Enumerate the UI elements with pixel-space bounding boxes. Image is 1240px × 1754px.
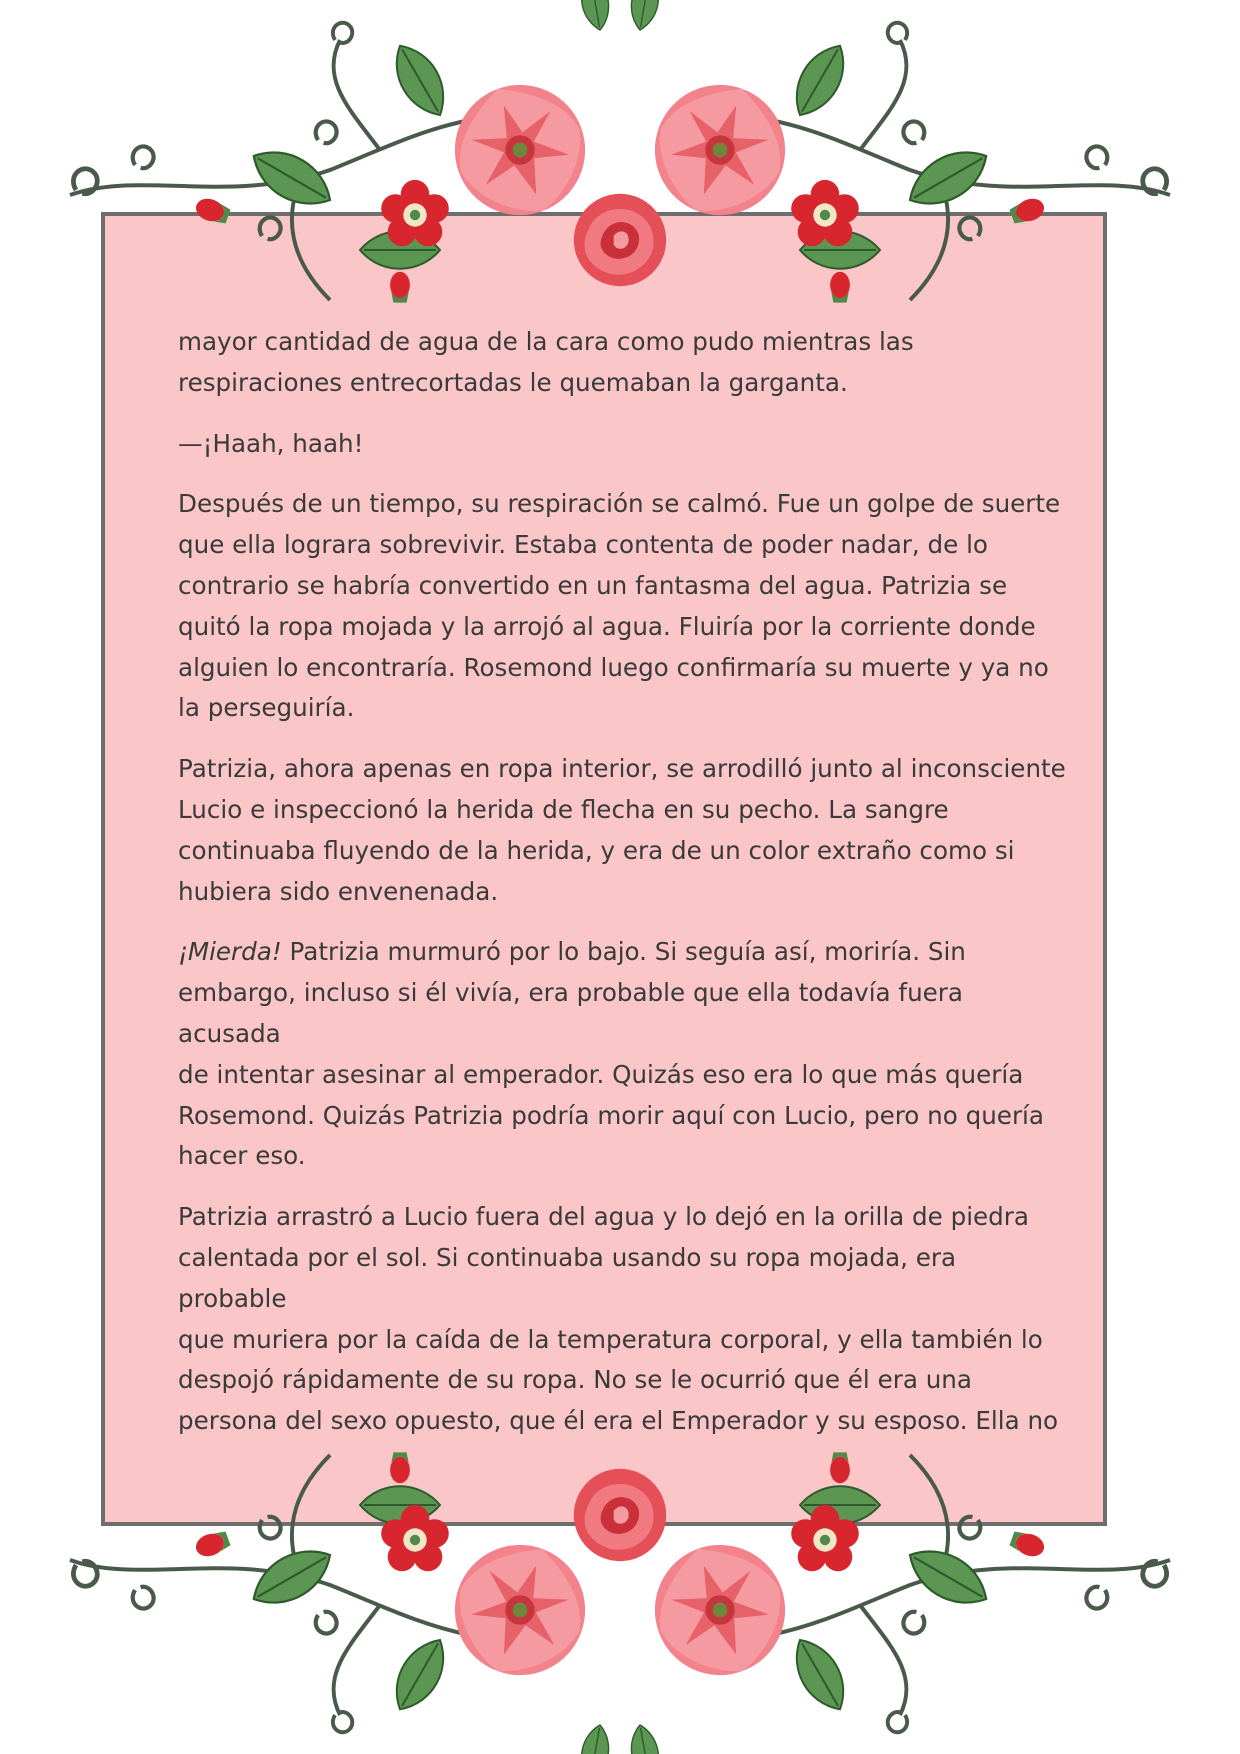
document-body [178, 322, 1068, 1462]
paragraph-5-text: Patrizia murmuró por lo bajo. Si seguía así, moriría. Sin embargo, incluso si él vivía, era probable que ella todavía fuera acusada de intentar asesinar al emperador. Quizás eso era lo que más quería Rosemond. Quizás Patrizia podría morir aquí con Lucio, pero no quería hacer eso. [178, 937, 1044, 1171]
paragraph-1: mayor cantidad de agua de la cara como pudo mientras las respiraciones entrecortadas le quemaban la garganta. [178, 327, 914, 397]
exclamation-italic: ¡Mierda! [178, 937, 282, 967]
paragraph-4: Patrizia, ahora apenas en ropa interior, se arrodilló junto al inconsciente Lucio e inspeccionó la herida de flecha en su pecho. La sangre continuaba fluyendo de la herida, y era de un color extraño como si hubiera sido envenenada. [178, 754, 1066, 906]
paragraph-2: —¡Haah, haah! [178, 428, 364, 458]
paragraph-6: Patrizia arrastró a Lucio fuera del agua y lo dejó en la orilla de piedra calentada por el sol. Si continuaba usando su ropa mojada, era probable que muriera por la caída de la temperatura corporal, y ella también lo despojó rápidamente de su ropa. No se le ocurrió que él era una persona del sexo opuesto, que él era el Emperador y su esposo. Ella no [178, 1202, 1059, 1436]
paragraph-5 [178, 932, 1068, 1177]
paragraph-3: Después de un tiempo, su respiración se calmó. Fue un golpe de suerte que ella lograra sobrevivir. Estaba contenta de poder nadar, de lo contrario se habría convertido en un fantasma del agua. Patrizia se quitó la ropa mojada y la arrojó al agua. Fluiría por la corriente donde alguien lo encontraría. Rosemond luego confirmaría su muerte y ya no la perseguiría. [178, 489, 1061, 723]
